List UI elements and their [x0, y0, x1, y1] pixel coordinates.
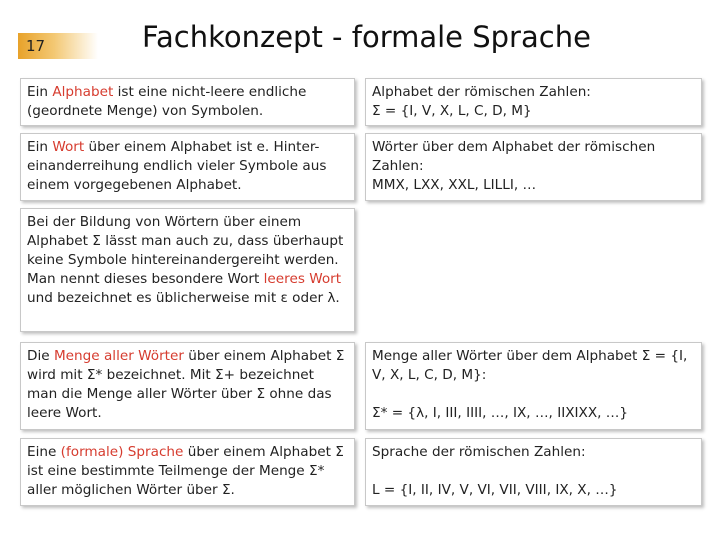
sprache-term: (formale) Sprache: [60, 444, 184, 460]
wort-example-line2: MMX, LXX, XXL, LILLI, …: [372, 177, 537, 193]
leeres-wort-before: Bei der Bildung von Wörtern über einem Alphabet Σ lässt man auch zu, dass überhaupt keine Symbole hintereinandergereiht werden. Man nennt dieses besondere Wort: [27, 214, 344, 287]
sprache-def-after: über einem Alphabet Σ ist eine bestimmte Teilmenge der Menge Σ* aller möglichen Wörter über Σ.: [27, 444, 344, 498]
menge-example-line1: Menge aller Wörter über dem Alphabet Σ = {I, V, X, L, C, D, M}:: [372, 348, 688, 383]
leeres-wort-term: leeres Wort: [263, 271, 342, 287]
sprache-definition-box: [20, 438, 355, 506]
alphabet-example-box: [365, 78, 702, 126]
alphabet-def-before: Ein: [27, 84, 53, 100]
leeres-wort-box: [20, 208, 355, 332]
spacer: [372, 385, 695, 404]
alphabet-term: Alphabet: [52, 84, 114, 100]
alphabet-def-after: ist eine nicht-leere endliche (geordnete Menge) von Symbolen.: [27, 84, 307, 119]
wort-example-box: [365, 133, 702, 201]
menge-definition-box: [20, 342, 355, 430]
wort-def-before: Ein: [27, 139, 53, 155]
page-title: Fachkonzept - formale Sprache: [142, 20, 591, 54]
slide-number-badge: [18, 33, 98, 59]
alphabet-example-line2: Σ = {I, V, X, L, C, D, M}: [372, 103, 532, 119]
sprache-example-line1: Sprache der römischen Zahlen:: [372, 444, 586, 460]
leeres-wort-after: und bezeichnet es üblicherweise mit ε oder λ.: [27, 290, 340, 306]
sprache-def-before: Eine: [27, 444, 61, 460]
wort-def-after: über einem Alphabet ist e. Hinter-einanderreihung endlich vieler Symbole aus einem vorgegebenen Alphabet.: [27, 139, 327, 193]
sprache-example-line2: L = {I, II, IV, V, VI, VII, VIII, IX, X, …}: [372, 482, 618, 498]
wort-term: Wort: [52, 139, 85, 155]
menge-term: Menge aller Wörter: [53, 348, 184, 364]
alphabet-example-line1: Alphabet der römischen Zahlen:: [372, 84, 591, 100]
spacer: [372, 462, 695, 481]
menge-def-before: Die: [27, 348, 54, 364]
menge-example-box: [365, 342, 702, 430]
slide-number: 17: [26, 37, 46, 55]
menge-example-line2: Σ* = {λ, I, III, IIII, …, IX, …, IIXIXX, …}: [372, 405, 629, 421]
wort-example-line1: Wörter über dem Alphabet der römischen Zahlen:: [372, 139, 656, 174]
alphabet-definition-box: [20, 78, 355, 126]
menge-def-after: über einem Alphabet Σ wird mit Σ* bezeichnet. Mit Σ+ bezeichnet man die Menge aller Wörter über Σ ohne das leere Wort.: [27, 348, 345, 421]
sprache-example-box: [365, 438, 702, 506]
wort-definition-box: [20, 133, 355, 201]
